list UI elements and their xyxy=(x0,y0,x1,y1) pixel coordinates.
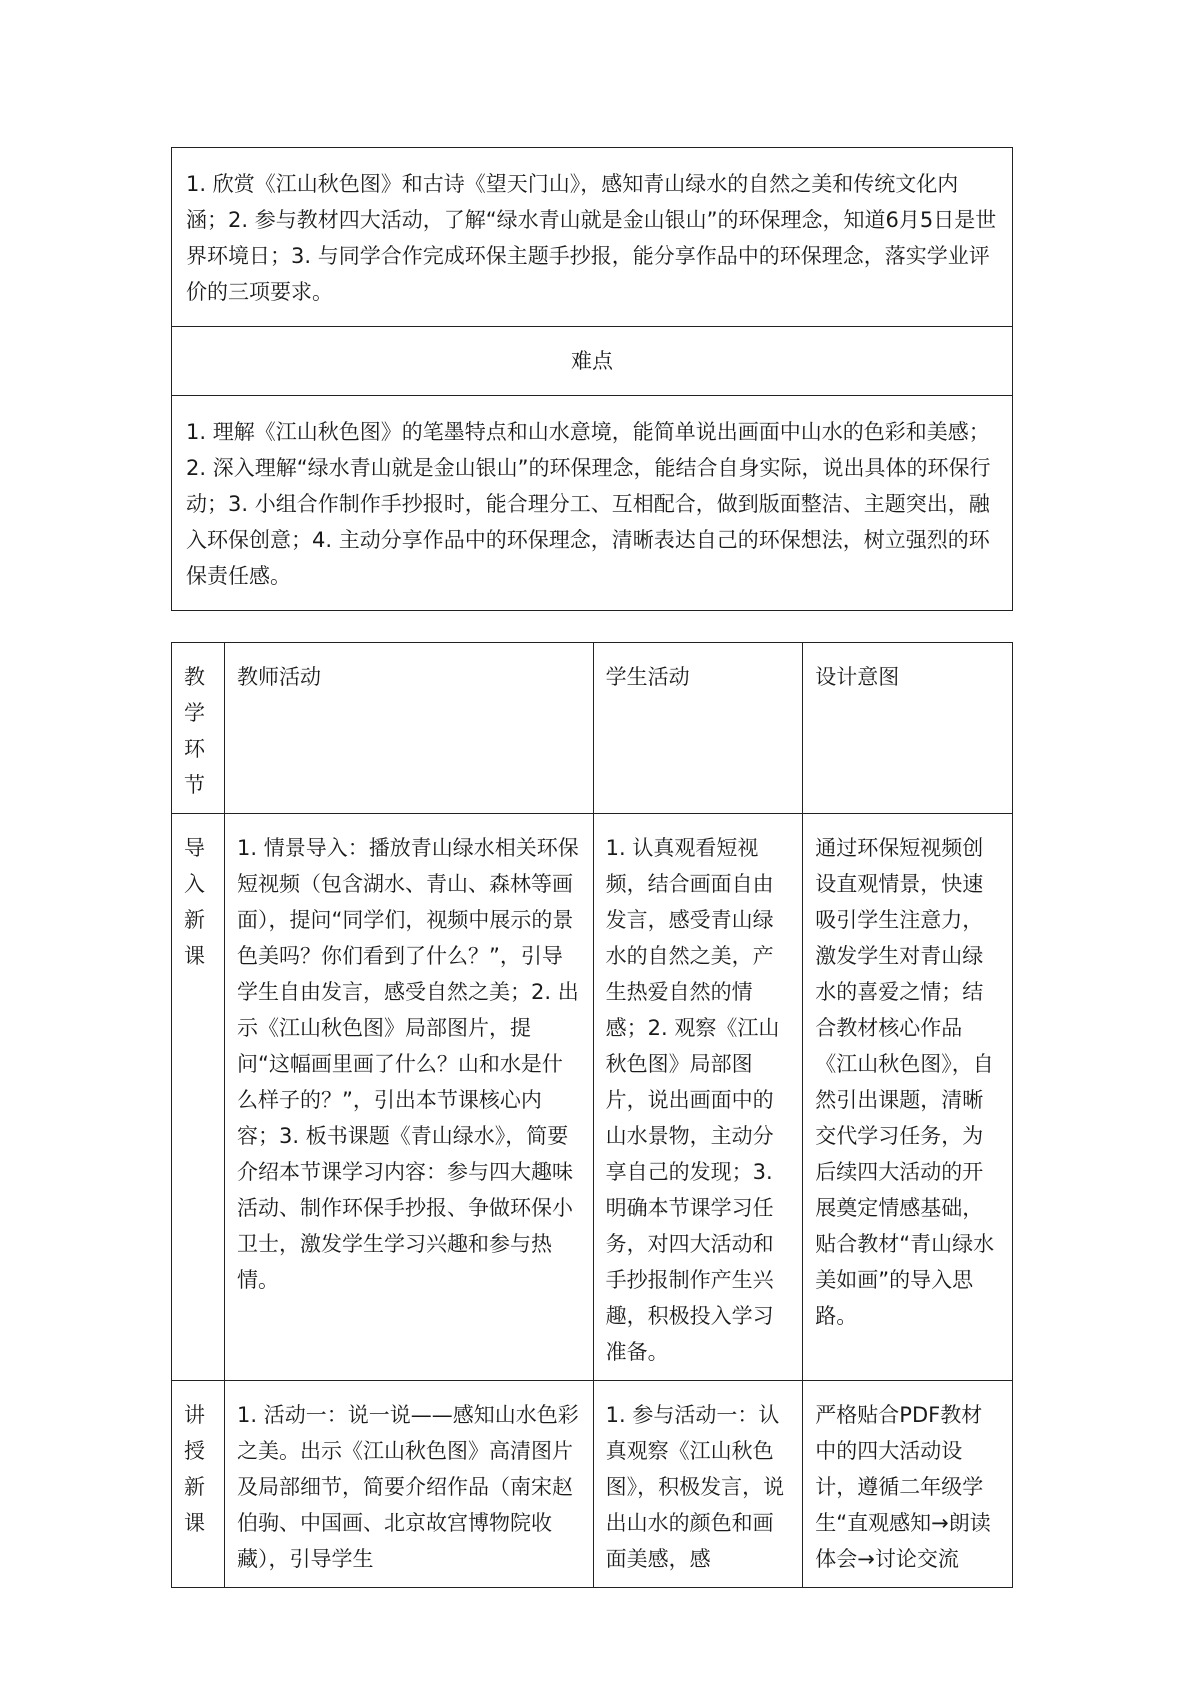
header-student: 学生活动 xyxy=(593,643,803,814)
teaching-process-table xyxy=(171,642,1013,1588)
student-activity-cell: 1. 认真观看短视频，结合画面自由发言，感受青山绿水的自然之美，产生热爱自然的情感；2. 观察《江山秋色图》局部图片，说出画面中的山水景物，主动分享自己的发现；3. 明确本节课学习任务，对四大活动和手抄报制作产生兴趣，积极投入学习准备。 xyxy=(593,814,803,1381)
table-row xyxy=(172,1381,1013,1588)
student-activity-cell: 1. 参与活动一：认真观察《江山秋色图》，积极发言，说出山水的颜色和画面美感，感 xyxy=(593,1381,803,1588)
goals-table xyxy=(171,147,1013,611)
difficulty-heading: 难点 xyxy=(172,327,1013,396)
header-teacher: 教师活动 xyxy=(224,643,593,814)
teacher-activity-cell: 1. 活动一：说一说——感知山水色彩之美。出示《江山秋色图》高清图片及局部细节，简要介绍作品（南宋赵伯驹、中国画、北京故宫博物院收藏），引导学生 xyxy=(224,1381,593,1588)
teaching-goals-text: 1. 欣赏《江山秋色图》和古诗《望天门山》，感知青山绿水的自然之美和传统文化内涵；2. 参与教材四大活动，了解“绿水青山就是金山银山”的环保理念，知道6月5日是世界环境日；3. 与同学合作完成环保主题手抄报，能分享作品中的环保理念，落实学业评价的三项要求。 xyxy=(172,148,1013,327)
header-intent: 设计意图 xyxy=(803,643,1013,814)
design-intent-cell: 通过环保短视频创设直观情景，快速吸引学生注意力，激发学生对青山绿水的喜爱之情；结合教材核心作品《江山秋色图》，自然引出课题，清晰交代学习任务，为后续四大活动的开展奠定情感基础，贴合教材“青山绿水美如画”的导入思路。 xyxy=(803,814,1013,1381)
stage-cell: 导入新课 xyxy=(172,814,225,1381)
difficulty-text: 1. 理解《江山秋色图》的笔墨特点和山水意境，能简单说出画面中山水的色彩和美感；2. 深入理解“绿水青山就是金山银山”的环保理念，能结合自身实际，说出具体的环保行动；3. 小组合作制作手抄报时，能合理分工、互相配合，做到版面整洁、主题突出，融入环保创意；4. 主动分享作品中的环保理念，清晰表达自己的环保想法，树立强烈的环保责任感。 xyxy=(172,396,1013,611)
table-row xyxy=(172,814,1013,1381)
stage-cell: 讲授新课 xyxy=(172,1381,225,1588)
teacher-activity-cell: 1. 情景导入：播放青山绿水相关环保短视频（包含湖水、青山、森林等画面），提问“同学们，视频中展示的景色美吗？你们看到了什么？”，引导学生自由发言，感受自然之美；2. 出示《江山秋色图》局部图片，提问“这幅画里画了什么？山和水是什么样子的？”，引出本节课核心内容；3. 板书课题《青山绿水》，简要介绍本节课学习内容：参与四大趣味活动、制作环保手抄报、争做环保小卫士，激发学生学习兴趣和参与热情。 xyxy=(224,814,593,1381)
table-header-row xyxy=(172,643,1013,814)
header-stage: 教学环节 xyxy=(172,643,225,814)
design-intent-cell: 严格贴合PDF教材中的四大活动设计，遵循二年级学生“直观感知→朗读体会→讨论交流 xyxy=(803,1381,1013,1588)
